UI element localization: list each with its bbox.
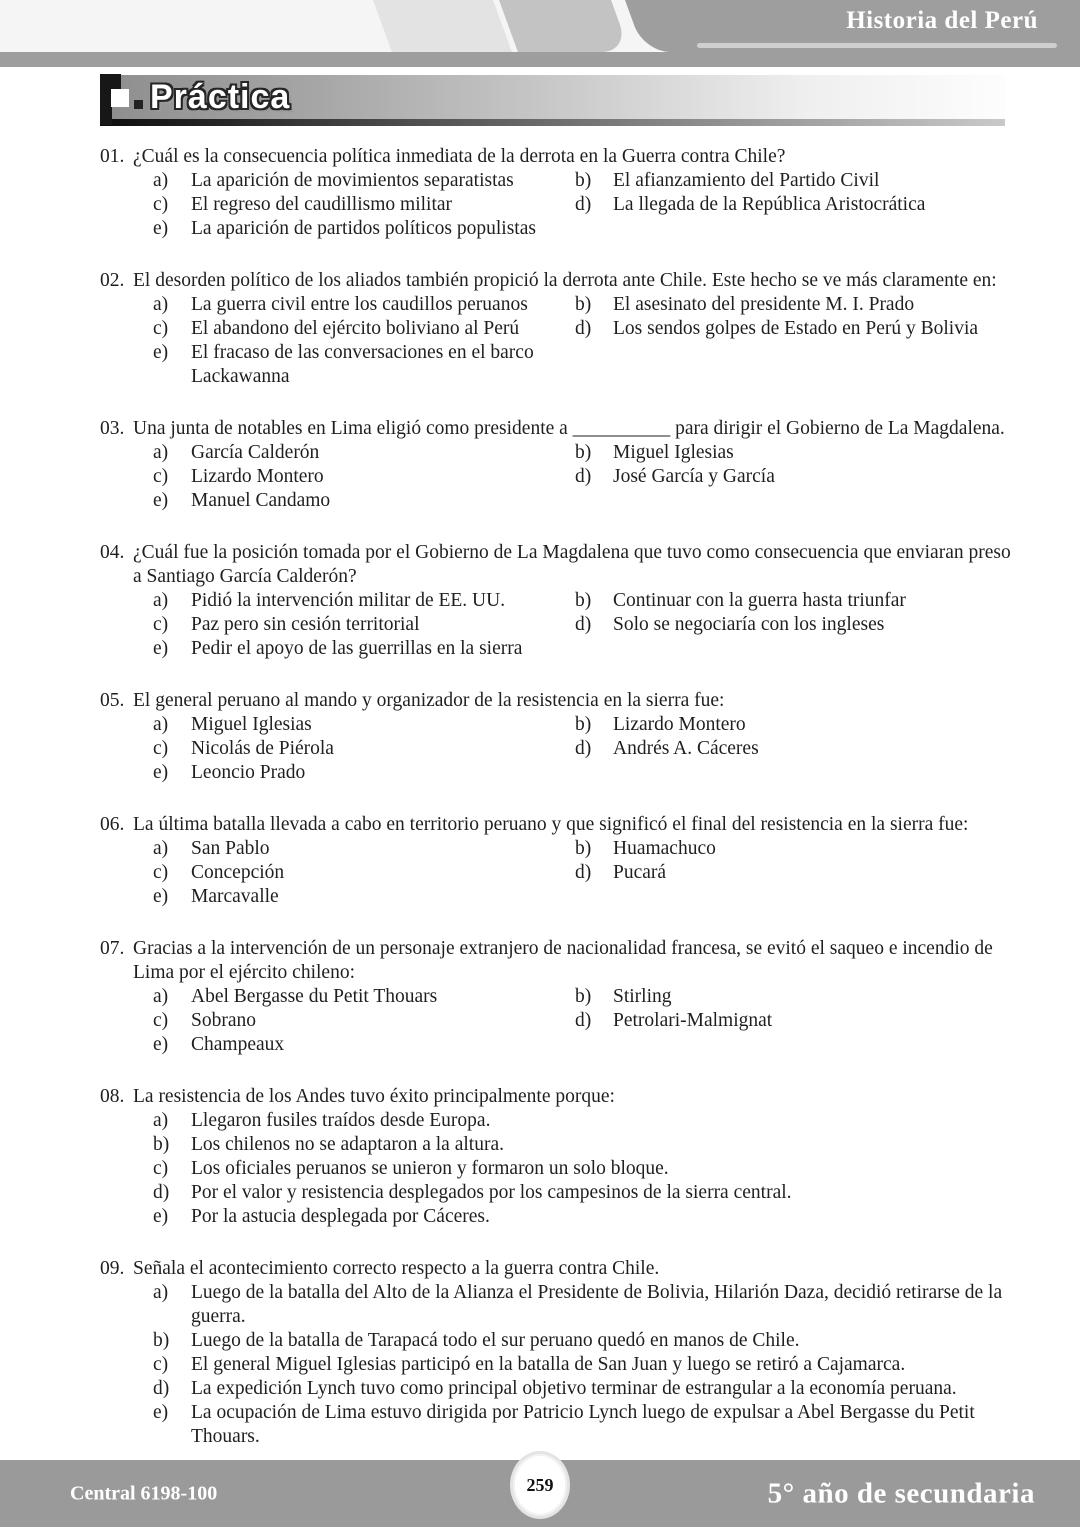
option-letter: e) (153, 886, 169, 907)
question-number: 01. (100, 146, 125, 167)
option-letter: a) (153, 1110, 169, 1131)
option (153, 1033, 575, 1057)
question-number: 08. (100, 1086, 125, 1107)
option-letter: a) (153, 294, 169, 315)
option-letter: d) (153, 1182, 170, 1203)
option-text: La aparición de movimientos separatistas (191, 170, 514, 191)
option-text: Los oficiales peruanos se unieron y formaron un solo bloque. (191, 1158, 669, 1179)
option-letter: e) (153, 762, 169, 783)
question-number: 02. (100, 270, 125, 291)
option-letter: b) (153, 1330, 170, 1351)
option-letter: a) (153, 838, 169, 859)
option (153, 293, 575, 317)
option-text: Huamachuco (613, 838, 716, 859)
option-text: La llegada de la República Aristocrática (613, 194, 926, 215)
option-text: Abel Bergasse du Petit Thouars (191, 986, 438, 1007)
question-08 (100, 1085, 1023, 1229)
option-text: El general Miguel Iglesias participó en la batalla de San Juan y luego se retiró a Cajamarca. (191, 1354, 906, 1375)
option (575, 169, 1023, 193)
option-letter: b) (575, 590, 592, 611)
question-text: La última batalla llevada a cabo en territorio peruano y que significó el final del resistencia en la sierra fue: (133, 814, 969, 835)
option-text: García Calderón (191, 442, 320, 463)
option (575, 613, 1023, 637)
questions-list (100, 145, 1023, 1477)
question-text: El desorden político de los aliados también propició la derrota ante Chile. Este hecho se ve más claramente en: (133, 270, 997, 291)
option-text: Stirling (613, 986, 672, 1007)
option-text: Pidió la intervención militar de EE. UU. (191, 590, 506, 611)
option (575, 317, 1023, 341)
grade-label: 5° año de secundaria (767, 1477, 1035, 1509)
footer-bar (0, 1460, 1080, 1527)
option (153, 861, 575, 885)
question-09 (100, 1257, 1023, 1449)
option-text: El afianzamiento del Partido Civil (613, 170, 880, 191)
option-letter: c) (153, 1158, 169, 1179)
question-text: Una junta de notables en Lima eligió como presidente a __________ para dirigir el Gobierno de La Magdalena. (133, 418, 1005, 439)
option-text: Pucará (613, 862, 667, 883)
option-text: Marcavalle (191, 886, 279, 907)
option-letter: a) (153, 442, 169, 463)
option (153, 1377, 1023, 1401)
option-text: Pedir el apoyo de las guerrillas en la sierra (191, 638, 523, 659)
option-text: Petrolari-Malmignat (613, 1010, 773, 1031)
option-text: El abandono del ejército boliviano al Perú (191, 318, 520, 339)
option (153, 737, 575, 761)
option-letter: d) (575, 318, 592, 339)
option-text: Los chilenos no se adaptaron a la altura. (191, 1134, 504, 1155)
option (153, 1353, 1023, 1377)
option-text: La ocupación de Lima estuvo dirigida por Patricio Lynch luego de expulsar a Abel Bergasse du Petit Thouars. (191, 1402, 975, 1447)
option-text: Miguel Iglesias (191, 714, 312, 735)
question-number: 09. (100, 1258, 125, 1279)
option (153, 489, 575, 513)
option-letter: d) (575, 194, 592, 215)
header-title-underline (697, 43, 1057, 48)
question-text: Gracias a la intervención de un personaje extranjero de nacionalidad francesa, se evitó el saqueo e incendio de Lima por el ejército chileno: (133, 938, 993, 983)
option-letter: b) (575, 714, 592, 735)
option-letter: c) (153, 862, 169, 883)
option-letter: a) (153, 590, 169, 611)
option-letter: c) (153, 466, 169, 487)
option-letter: c) (153, 614, 169, 635)
question-number: 07. (100, 938, 125, 959)
option (153, 713, 575, 737)
option-letter: b) (575, 986, 592, 1007)
question-text: ¿Cuál fue la posición tomada por el Gobierno de La Magdalena que tuvo como consecuencia que enviaran preso a Santiago García Calderón? (133, 542, 1011, 587)
option-text: El asesinato del presidente M. I. Prado (613, 294, 915, 315)
question-04 (100, 541, 1023, 661)
option-text: La expedición Lynch tuvo como principal objetivo terminar de estrangular a la economía peruana. (191, 1378, 957, 1399)
option-letter: b) (575, 442, 592, 463)
header-parallelogram-light (373, 0, 512, 52)
option (575, 465, 1023, 489)
option-letter: e) (153, 1206, 169, 1227)
option-letter: a) (153, 170, 169, 191)
option (575, 293, 1023, 317)
option-text: Solo se negociaría con los ingleses (613, 614, 885, 635)
option (575, 861, 1023, 885)
option-letter: a) (153, 1282, 169, 1303)
banner-ornament-white-square (111, 89, 129, 107)
banner-bullet-icon (134, 100, 143, 109)
header-parallelogram-medium (499, 0, 630, 52)
option-text: Por el valor y resistencia desplegados por los campesinos de la sierra central. (191, 1182, 792, 1203)
banner-underline (100, 119, 1005, 126)
question-number: 05. (100, 690, 125, 711)
option-letter: d) (575, 466, 592, 487)
option-text: Champeaux (191, 1034, 285, 1055)
option-text: Luego de la batalla del Alto de la Alianza el Presidente de Bolivia, Hilarión Daza, decidió retirarse de la guerra. (191, 1282, 1003, 1327)
practica-banner (100, 75, 1005, 126)
option (153, 441, 575, 465)
option (153, 837, 575, 861)
option (153, 1157, 1023, 1181)
option (575, 441, 1023, 465)
option-letter: e) (153, 218, 169, 239)
option-letter: a) (153, 714, 169, 735)
option (575, 985, 1023, 1009)
question-text: Señala el acontecimiento correcto respecto a la guerra contra Chile. (133, 1258, 660, 1279)
option-text: El regreso del caudillismo militar (191, 194, 453, 215)
option (575, 837, 1023, 861)
option-letter: e) (153, 1402, 169, 1423)
footer-phone: Central 6198-100 (70, 1482, 218, 1504)
option (153, 637, 575, 661)
option (575, 589, 1023, 613)
option-letter: c) (153, 738, 169, 759)
option (575, 1009, 1023, 1033)
option (153, 217, 575, 241)
option-letter: e) (153, 638, 169, 659)
option-letter: d) (575, 738, 592, 759)
option-text: Nicolás de Piérola (191, 738, 334, 759)
option-text: El fracaso de las conversaciones en el barco Lackawanna (191, 342, 534, 387)
question-01 (100, 145, 1023, 241)
question-text: ¿Cuál es la consecuencia política inmediata de la derrota en la Guerra contra Chile? (133, 146, 786, 167)
question-07 (100, 937, 1023, 1057)
option-letter: e) (153, 1034, 169, 1055)
option (153, 1329, 1023, 1353)
page-number-badge (510, 1451, 570, 1519)
page-header (0, 0, 1080, 67)
option (575, 737, 1023, 761)
option-letter: b) (575, 838, 592, 859)
option (153, 613, 575, 637)
question-number: 03. (100, 418, 125, 439)
option (153, 589, 575, 613)
option-letter: e) (153, 490, 169, 511)
option-text: José García y García (613, 466, 775, 487)
option-letter: c) (153, 318, 169, 339)
option-text: Luego de la batalla de Tarapacá todo el sur peruano quedó en manos de Chile. (191, 1330, 800, 1351)
option-text: Concepción (191, 862, 285, 883)
section-title: Práctica (150, 78, 291, 116)
question-text: El general peruano al mando y organizador de la resistencia en la sierra fue: (133, 690, 725, 711)
option-letter: d) (575, 614, 592, 635)
option (153, 465, 575, 489)
option-letter: c) (153, 1010, 169, 1031)
option-letter: d) (153, 1378, 170, 1399)
option-letter: e) (153, 342, 169, 363)
option (153, 985, 575, 1009)
option-letter: b) (575, 294, 592, 315)
option (153, 1109, 1023, 1133)
option-text: Sobrano (191, 1010, 256, 1031)
option (153, 1401, 1023, 1449)
option-text: La guerra civil entre los caudillos peruanos (191, 294, 528, 315)
option-letter: b) (153, 1134, 170, 1155)
option (575, 713, 1023, 737)
option (153, 341, 575, 389)
option (153, 1281, 1023, 1329)
question-text: La resistencia de los Andes tuvo éxito principalmente porque: (133, 1086, 615, 1107)
option-text: Lizardo Montero (191, 466, 324, 487)
question-number: 06. (100, 814, 125, 835)
option-text: Llegaron fusiles traídos desde Europa. (191, 1110, 491, 1131)
option-text: Lizardo Montero (613, 714, 746, 735)
option (153, 1181, 1023, 1205)
option-text: Continuar con la guerra hasta triunfar (613, 590, 906, 611)
option-letter: d) (575, 1010, 592, 1031)
question-number: 04. (100, 542, 125, 563)
option-letter: b) (575, 170, 592, 191)
option-text: Andrés A. Cáceres (613, 738, 759, 759)
option-letter: c) (153, 194, 169, 215)
question-06 (100, 813, 1023, 909)
subject-title: Historia del Perú (846, 7, 1038, 34)
option (153, 761, 575, 785)
option-text: La aparición de partidos políticos populistas (191, 218, 536, 239)
option (153, 169, 575, 193)
option-text: Paz pero sin cesión territorial (191, 614, 420, 635)
option-text: Manuel Candamo (191, 490, 331, 511)
option-letter: a) (153, 986, 169, 1007)
page-number: 259 (526, 1474, 554, 1495)
option (153, 317, 575, 341)
option-text: San Pablo (191, 838, 270, 859)
option (153, 885, 575, 909)
question-03 (100, 417, 1023, 513)
option (153, 1133, 1023, 1157)
option-letter: c) (153, 1354, 169, 1375)
header-gray-bar (0, 52, 1080, 67)
question-02 (100, 269, 1023, 389)
option (575, 193, 1023, 217)
option (153, 1205, 1023, 1229)
option-letter: d) (575, 862, 592, 883)
option-text: Por la astucia desplegada por Cáceres. (191, 1206, 490, 1227)
option-text: Leoncio Prado (191, 762, 306, 783)
question-05 (100, 689, 1023, 785)
option (153, 1009, 575, 1033)
option-text: Miguel Iglesias (613, 442, 734, 463)
option (153, 193, 575, 217)
option-text: Los sendos golpes de Estado en Perú y Bolivia (613, 318, 979, 339)
